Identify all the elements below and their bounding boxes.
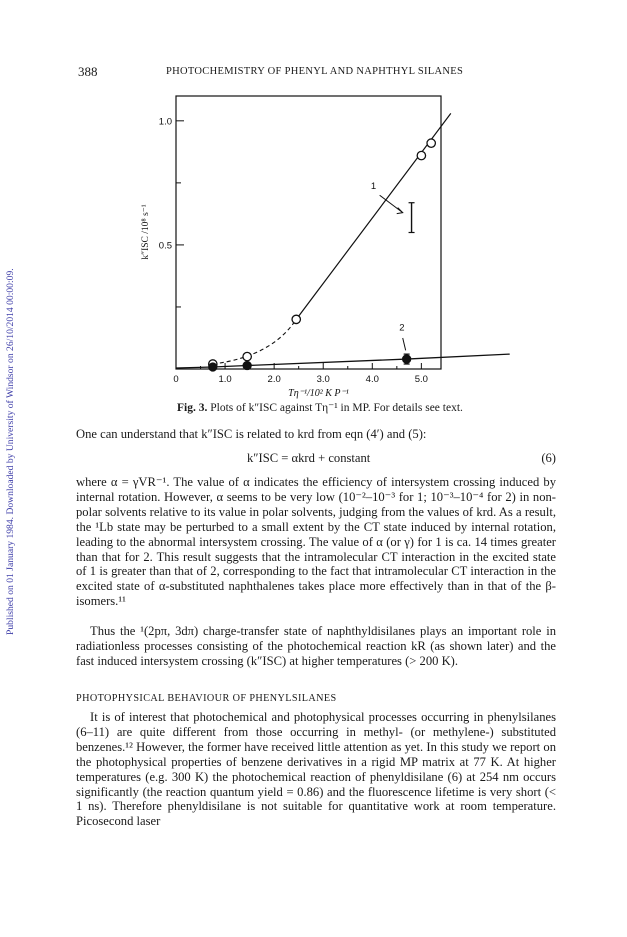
figure-3-plot xyxy=(0,0,627,400)
running-head: PHOTOCHEMISTRY OF PHENYL AND NAPHTHYL SILANES xyxy=(166,66,464,77)
series-1-point-3 xyxy=(417,151,425,159)
series-2-line-start xyxy=(176,367,213,368)
y-tick-label-1: 1.0 xyxy=(158,116,172,128)
y-tick-label-0: 0.5 xyxy=(158,240,172,252)
plot-series xyxy=(176,113,510,371)
series-1-point-1 xyxy=(243,352,251,360)
series-2-point-1 xyxy=(243,362,251,370)
series-1-point-2 xyxy=(292,315,300,323)
page-number: 388 xyxy=(78,64,98,79)
paragraph-2: where α = γVR⁻¹. The value of α indicates the efficiency of intersystem crossing induced by internal rotation. However, α seems to be very low (10⁻²–10⁻³ for 1; 10⁻³–10⁻⁴ for 2) in non-polar solvents relative to its value in polar solvents, judging from the values of krd. As a result, the ¹Lb state may be perturbed to a small extent by the CT state induced by internal rotation, leading to the abnormal intersystem crossing. The value of α (or γ) for 1 is ca. 14 times greater than that for 2. This result suggests that the intramolecular CT interaction in the excited state of 1 is greater than that of 2, corresponding to the fact that intramolecular CT interaction in the excited state of α-substituted naphthalenes takes place more effectively than in that of the β-isomers.¹¹ xyxy=(76,475,556,609)
y-axis-label: k″ISC /10⁸ s⁻¹ xyxy=(141,204,151,260)
publication-margin-note: Published on 01 January 1984. Downloaded by University of Windsor on 26/10/2014 00:00:09. xyxy=(5,268,16,635)
series-2-line xyxy=(213,354,510,367)
x-tick-label-1: 1.0 xyxy=(218,374,232,385)
series-2-point-2 xyxy=(403,355,411,363)
paragraph-4: It is of interest that photochemical and photophysical processes occurring in phenylsilanes (6–11) are quite different from those occurring in methyl- (or methylene-) substituted benzenes.¹² However, the former have received little attention as yet. In this study we report on the photophysical properties of benzene derivatives in a rigid MP matrix at 77 K. At higher temperatures (e.g. 300 K) the photochemical reaction of phenyldisilane (6) at 254 nm occurs significantly (the reaction quantum yield = 0.86) and the fluorescence lifetime is very short (< 1 ns). Therefore phenyldisilane is not suitable for quantitative work at room temperature. Picosecond laser xyxy=(76,710,556,829)
plot-ticks xyxy=(141,116,428,399)
annotation-label-1: 1 xyxy=(370,181,377,193)
x-tick-label-3: 3.0 xyxy=(316,374,330,385)
equation-text: k″ISC = αkrd + constant xyxy=(247,451,371,465)
x-axis-label: Tη⁻¹/10² K P⁻¹ xyxy=(288,388,349,399)
x-tick-label-4: 4.0 xyxy=(365,374,379,385)
figure-caption-text: Plots of k″ISC against Tη⁻¹ in MP. For details see text. xyxy=(210,402,463,414)
figure-caption-label: Fig. 3. xyxy=(177,402,208,414)
series-2-point-0 xyxy=(209,363,217,371)
equation-6 xyxy=(76,451,556,467)
annotation-arrow-2 xyxy=(403,338,406,350)
paragraph-1: One can understand that k″ISC is related to krd from eqn (4′) and (5): xyxy=(76,427,427,441)
series-1-point-4 xyxy=(427,139,435,147)
plot-annotations xyxy=(371,181,406,350)
x-tick-label-5: 5.0 xyxy=(414,374,428,385)
section-heading: PHOTOPHYSICAL BEHAVIOUR OF PHENYLSILANES xyxy=(76,693,337,704)
x-tick-label-2: 2.0 xyxy=(267,374,281,385)
equation-number: (6) xyxy=(541,451,556,465)
x-tick-label-0: 0 xyxy=(173,374,179,385)
annotation-label-2: 2 xyxy=(399,322,405,334)
paragraph-3: Thus the ¹(2pπ, 3dπ) charge-transfer state of naphthyldisilanes plays an important role in radiationless processes consisting of the photochemical reaction kR (as shown later) and the fast induced intersystem crossing (k″ISC) at higher temperatures (> 200 K). xyxy=(76,624,556,668)
series-1-dashed-curve xyxy=(213,319,296,364)
figure-caption xyxy=(177,400,463,414)
